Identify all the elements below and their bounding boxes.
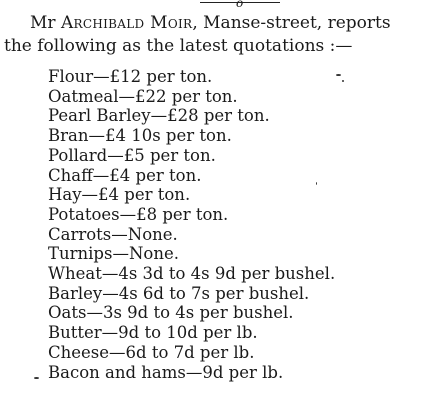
quotation-item: Hay—£4 per ton. [48, 185, 191, 205]
quotation-item: Bacon and hams—9d per lb. [48, 362, 284, 382]
rule-ornament: o [236, 0, 244, 10]
quotation-item: Oats—3s 9d to 4s per bushel. [48, 303, 294, 323]
quotation-item: Barley—4s 6d to 7s per bushel. [48, 283, 310, 303]
quotation-item: Wheat—4s 3d to 4s 9d per bushel. [48, 264, 336, 284]
quotation-item: Carrots—None. [48, 224, 178, 244]
quotation-item: Turnips—None. [48, 244, 179, 264]
ink-speck [316, 182, 317, 185]
merchant-name: Archibald Moir [60, 13, 193, 33]
intro-line-1 [0, 12, 423, 35]
intro-suffix: , Manse-street, reports [192, 13, 391, 33]
intro-line-2: the following as the latest quotations :— [4, 36, 353, 56]
quotation-item: Pollard—£5 per ton. [48, 145, 216, 165]
quotation-item: Potatoes—£8 per ton. [48, 204, 229, 224]
intro-prefix: Mr [30, 13, 61, 33]
ink-speck [34, 377, 39, 379]
quotation-item: Butter—9d to 10d per lb. [48, 323, 258, 343]
quotation-item: Bran—£4 10s per ton. [48, 126, 232, 146]
quotation-item: Flour—£12 per ton. [48, 67, 213, 86]
quotation-item: Oatmeal—£22 per ton. [48, 86, 238, 106]
intro-paragraph [0, 12, 423, 58]
ink-speck [342, 80, 344, 82]
quotation-item: Cheese—6d to 7d per lb. [48, 342, 255, 362]
quotation-item: Chaff—£4 per ton. [48, 165, 202, 185]
quotation-list [48, 67, 335, 382]
quotation-item: Pearl Barley—£28 per ton. [48, 106, 270, 126]
ink-speck [336, 74, 341, 76]
